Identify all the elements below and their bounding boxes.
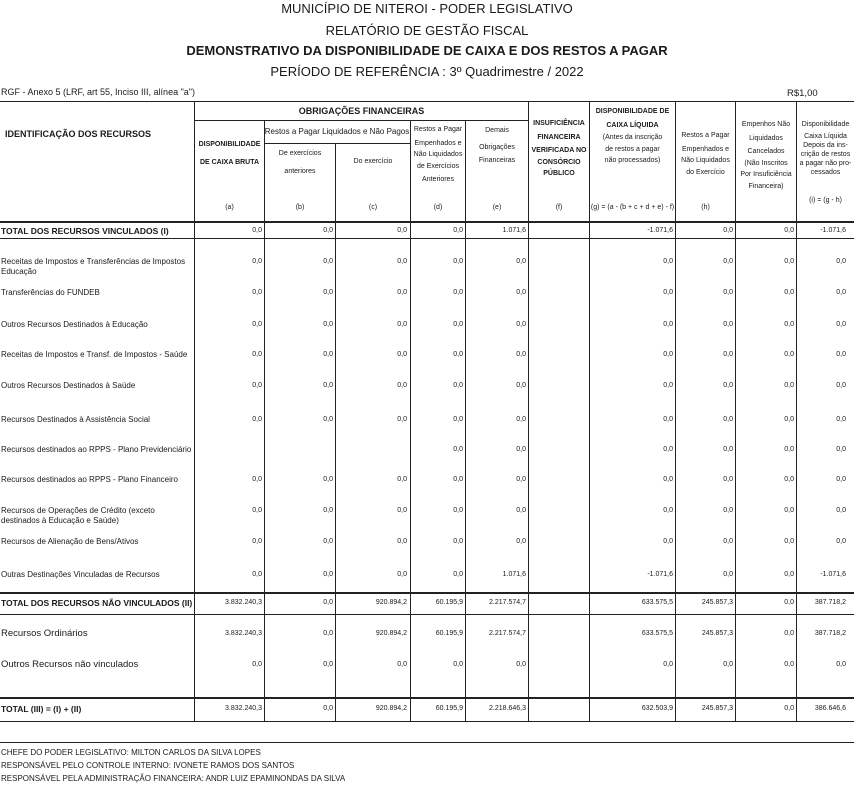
- cell-emp: 0,0: [784, 507, 794, 514]
- cell-g: 0,0: [663, 351, 673, 358]
- cell-e: 0,0: [516, 476, 526, 483]
- cell-emp: 0,0: [784, 630, 794, 637]
- table-bottom-border: [0, 742, 854, 743]
- col-b-line2: anteriores: [284, 167, 316, 175]
- cell-i: 0,0: [836, 538, 846, 545]
- cell-i: 0,0: [836, 351, 846, 358]
- reference-period: PERÍODO DE REFERÊNCIA : 3º Quadrimestre / 2022: [270, 64, 584, 79]
- cell-i: 0,0: [836, 661, 846, 668]
- cell-emp: 0,0: [784, 351, 794, 358]
- cell-c: 0,0: [397, 507, 407, 514]
- cell-a: 0,0: [252, 289, 262, 296]
- cell-h: 0,0: [723, 321, 733, 328]
- cell-c: 0,0: [397, 258, 407, 265]
- col-emp-line6: Financeira): [748, 182, 784, 190]
- col-header-identificacao: IDENTIFICAÇÃO DOS RECURSOS: [5, 129, 152, 139]
- cell-h: 245.857,3: [701, 705, 733, 712]
- cell-c: 0,0: [397, 476, 407, 483]
- cell-b: 0,0: [323, 416, 333, 423]
- row-label: Outros Recursos Destinados à Saúde: [1, 381, 136, 390]
- cell-a: 3.832.240,3: [225, 705, 262, 712]
- currency-unit: R$1,00: [787, 88, 818, 99]
- cell-h: 0,0: [723, 538, 733, 545]
- cell-i: 0,0: [836, 382, 846, 389]
- cell-g: 632.503,9: [641, 705, 673, 712]
- row-divider-5: [0, 721, 854, 722]
- cell-c: 0,0: [397, 321, 407, 328]
- row-label: Recursos de Alienação de Bens/Ativos: [1, 537, 139, 546]
- col-i-line6: cessados: [810, 169, 841, 176]
- cell-h: 0,0: [723, 289, 733, 296]
- cell-c: 0,0: [397, 382, 407, 389]
- header-bottom-border: [0, 221, 854, 223]
- cell-i: 0,0: [836, 321, 846, 328]
- cell-d: 60.195,9: [435, 630, 463, 637]
- col-letter-f: (f): [555, 204, 563, 211]
- col-border-emp: [735, 101, 736, 722]
- cell-b: 0,0: [323, 705, 333, 712]
- cell-h: 0,0: [723, 416, 733, 423]
- cell-c: 0,0: [397, 416, 407, 423]
- cell-a: 0,0: [252, 382, 262, 389]
- cell-d: 60.195,9: [435, 705, 463, 712]
- col-letter-i: (i) = (g - h): [809, 197, 842, 204]
- col-e-line2: Obrigações: [479, 143, 515, 151]
- col-letter-a: (a): [225, 204, 234, 211]
- col-border-g: [589, 101, 590, 722]
- row-label: Recursos destinados ao RPPS - Plano Financeiro: [1, 475, 178, 484]
- col-border-h: [675, 101, 676, 722]
- cell-emp: 0,0: [784, 571, 794, 578]
- cell-d: 0,0: [453, 227, 463, 234]
- row-label: Outros Recursos não vinculados: [1, 659, 139, 670]
- cell-a: 0,0: [252, 321, 262, 328]
- cell-i: 0,0: [836, 258, 846, 265]
- col-emp-line1: Empenhos Não: [741, 121, 791, 128]
- cell-c: 0,0: [397, 571, 407, 578]
- col-header-c: Do exercício: [353, 158, 393, 165]
- cell-d: 0,0: [453, 476, 463, 483]
- cell-e: 2.217.574,7: [489, 599, 526, 606]
- cell-a: 0,0: [252, 571, 262, 578]
- cell-b: 0,0: [323, 321, 333, 328]
- cell-d: 0,0: [453, 507, 463, 514]
- col-header-g: [590, 107, 675, 166]
- row-label: Outros Recursos Destinados à Educação: [1, 320, 148, 329]
- col-emp-line4: (Não Inscritos: [744, 159, 788, 167]
- cell-h: 0,0: [723, 351, 733, 358]
- col-a-line2: DE CAIXA BRUTA: [199, 158, 260, 166]
- statement-title: DEMONSTRATIVO DA DISPONIBILIDADE DE CAIXA E DOS RESTOS A PAGAR: [186, 43, 668, 58]
- cell-e: 1.071,6: [502, 227, 526, 234]
- cell-a: 0,0: [252, 227, 262, 234]
- cell-c: 0,0: [397, 351, 407, 358]
- cell-a: 0,0: [252, 476, 262, 483]
- cell-c: 0,0: [397, 227, 407, 234]
- col-letter-e: (e): [492, 204, 502, 211]
- row-label-total-geral: TOTAL (III) = (I) + (II): [1, 704, 82, 714]
- footer-admin-financeira: RESPONSÁVEL PELA ADMINISTRAÇÃO FINANCEIRA: ANDR LUIZ EPAMINONDAS DA SILVA: [1, 774, 346, 783]
- cell-a: 0,0: [252, 538, 262, 545]
- col-g-line2: CAIXA LÍQUIDA: [606, 121, 659, 129]
- cell-i: 0,0: [836, 416, 846, 423]
- row-label: Recursos Ordinários: [1, 628, 88, 639]
- col-d-line1: Restos a Pagar: [413, 126, 463, 133]
- col-d-line5: Anteriores: [422, 176, 454, 183]
- cell-g: 0,0: [663, 476, 673, 483]
- cell-g: 0,0: [663, 258, 673, 265]
- col-border-i: [796, 101, 797, 722]
- cell-b: 0,0: [323, 289, 333, 296]
- cell-d: 0,0: [453, 661, 463, 668]
- col-e-line1: Demais: [485, 127, 509, 134]
- cell-e: 0,0: [516, 507, 526, 514]
- col-d-line3: Não Liquidados: [413, 151, 463, 158]
- cell-emp: 0,0: [784, 538, 794, 545]
- col-header-b: [265, 149, 335, 176]
- cell-emp: 0,0: [784, 289, 794, 296]
- cell-b: 0,0: [323, 599, 333, 606]
- cell-h: 0,0: [723, 446, 733, 453]
- row-label: Receitas de Impostos e Transferências de Impostos Educação: [1, 257, 186, 276]
- cell-e: 0,0: [516, 289, 526, 296]
- cell-g: 633.575,5: [641, 630, 673, 637]
- cell-g: -1.071,6: [647, 571, 673, 578]
- cell-e: 0,0: [516, 416, 526, 423]
- municipality-title: MUNICÍPIO DE NITEROI - PODER LEGISLATIVO: [281, 1, 573, 16]
- cell-b: 0,0: [323, 630, 333, 637]
- cell-d: 0,0: [453, 289, 463, 296]
- col-f-line1: INSUFICIÊNCIA: [533, 120, 585, 127]
- col-letter-g: (g) = (a - (b + c + d + e) - f): [590, 204, 675, 211]
- cell-b: 0,0: [323, 351, 333, 358]
- cell-h: 0,0: [723, 507, 733, 514]
- col-h-line3: Não Liquidados: [681, 157, 730, 164]
- col-e-line3: Financeiras: [478, 157, 516, 164]
- cell-i: -1.071,6: [820, 571, 846, 578]
- col-b-line1: De exercícios: [278, 150, 322, 157]
- cell-a: 3.832.240,3: [225, 630, 262, 637]
- col-i-line4: crição de restos: [800, 151, 851, 158]
- cell-g: 0,0: [663, 661, 673, 668]
- cell-c: 0,0: [397, 661, 407, 668]
- cell-i: 0,0: [836, 446, 846, 453]
- cell-e: 1.071,6: [502, 571, 526, 578]
- col-a-line1: DISPONIBILIDADE: [198, 141, 261, 148]
- col-header-i: [797, 120, 854, 177]
- col-h-line2: Empenhados e: [681, 145, 730, 153]
- cell-g: 0,0: [663, 321, 673, 328]
- cell-b: 0,0: [323, 661, 333, 668]
- cell-b: 0,0: [323, 227, 333, 234]
- cell-a: 0,0: [252, 258, 262, 265]
- cell-a: 0,0: [252, 416, 262, 423]
- cell-c: 920.894,2: [375, 599, 407, 606]
- col-g-line5: não processados): [604, 157, 661, 164]
- col-header-e: [466, 126, 528, 166]
- col-header-a: [195, 140, 264, 167]
- cell-e: 0,0: [516, 661, 526, 668]
- report-title: RELATÓRIO DE GESTÃO FISCAL: [325, 23, 529, 38]
- cell-d: 0,0: [453, 258, 463, 265]
- annex-reference: RGF - Anexo 5 (LRF, art 55, Inciso III, alínea "a"): [1, 87, 195, 97]
- col-header-h: [676, 131, 735, 177]
- cell-h: 0,0: [723, 476, 733, 483]
- col-i-line5: a pagar não pro-: [799, 160, 852, 167]
- col-g-line3: (Antes da inscrição: [602, 134, 663, 141]
- table-top-border: [0, 101, 854, 102]
- cell-d: 60.195,9: [435, 599, 463, 606]
- cell-c: 0,0: [397, 289, 407, 296]
- cell-emp: 0,0: [784, 476, 794, 483]
- cell-emp: 0,0: [784, 599, 794, 606]
- cell-e: 2.218.646,3: [489, 705, 526, 712]
- cell-emp: 0,0: [784, 382, 794, 389]
- cell-e: 0,0: [516, 321, 526, 328]
- cell-emp: 0,0: [784, 227, 794, 234]
- cell-d: 0,0: [453, 571, 463, 578]
- col-i-line1: Disponibilidade: [801, 121, 850, 128]
- restos-liquidados-divider: [264, 143, 410, 144]
- cell-c: 0,0: [397, 538, 407, 545]
- row-label: Recursos Destinados à Assistência Social: [1, 415, 150, 424]
- cell-d: 0,0: [453, 538, 463, 545]
- cell-a: 0,0: [252, 661, 262, 668]
- row-divider-4: [0, 697, 854, 699]
- cell-g: -1.071,6: [647, 227, 673, 234]
- cell-d: 0,0: [453, 351, 463, 358]
- col-letter-c: (c): [368, 204, 378, 211]
- col-header-f: [529, 119, 589, 179]
- col-i-line3: Depois da ins-: [803, 142, 848, 149]
- row-label: Recursos destinados ao RPPS - Plano Previdenciário: [1, 445, 192, 454]
- footer-controle-interno: RESPONSÁVEL PELO CONTROLE INTERNO: IVONETE RAMOS DOS SANTOS: [1, 761, 295, 770]
- cell-b: 0,0: [323, 258, 333, 265]
- cell-i: 0,0: [836, 289, 846, 296]
- row-divider-3: [0, 614, 854, 615]
- cell-i: 386.646,6: [814, 705, 846, 712]
- row-divider-1: [0, 238, 854, 239]
- cell-g: 0,0: [663, 446, 673, 453]
- col-border-f: [528, 101, 529, 722]
- row-label: Receitas de Impostos e Transf. de Impostos - Saúde: [1, 350, 188, 359]
- col-border-a: [194, 101, 195, 722]
- col-f-line2: FINANCEIRA: [537, 133, 581, 141]
- col-header-empenhos: [736, 120, 796, 191]
- col-h-line1: Restos a Pagar: [681, 132, 730, 139]
- row-label: Transferências do FUNDEB: [1, 288, 100, 297]
- cell-b: 0,0: [323, 382, 333, 389]
- cell-d: 0,0: [453, 321, 463, 328]
- cell-g: 0,0: [663, 507, 673, 514]
- cell-h: 0,0: [723, 382, 733, 389]
- cell-g: 0,0: [663, 382, 673, 389]
- col-emp-line2: Liquidados: [749, 134, 783, 142]
- cell-emp: 0,0: [784, 446, 794, 453]
- row-label: Recursos de Operações de Crédito (exceto destinados à Educação e Saúde): [1, 506, 155, 525]
- cell-e: 0,0: [516, 351, 526, 358]
- cell-e: 0,0: [516, 258, 526, 265]
- cell-e: 0,0: [516, 446, 526, 453]
- cell-emp: 0,0: [784, 661, 794, 668]
- cell-d: 0,0: [453, 446, 463, 453]
- row-label-total-nao-vinculados: TOTAL DOS RECURSOS NÃO VINCULADOS (II): [1, 598, 193, 608]
- row-label: Outras Destinações Vinculadas de Recursos: [1, 570, 160, 579]
- row-divider-2: [0, 592, 854, 594]
- cell-c: 920.894,2: [375, 630, 407, 637]
- col-letter-h: (h): [701, 204, 710, 211]
- col-emp-line3: Cancelados: [747, 148, 785, 155]
- col-letter-b: (b): [295, 204, 305, 211]
- cell-b: 0,0: [323, 476, 333, 483]
- cell-g: 0,0: [663, 289, 673, 296]
- cell-a: 0,0: [252, 507, 262, 514]
- cell-i: -1.071,6: [820, 227, 846, 234]
- col-border-c: [335, 143, 336, 722]
- col-g-line4: de restos a pagar: [605, 145, 660, 153]
- col-f-line3: VERIFICADA NO: [531, 147, 587, 154]
- cell-i: 0,0: [836, 476, 846, 483]
- col-f-line5: PÚBLICO: [543, 170, 575, 177]
- cell-emp: 0,0: [784, 416, 794, 423]
- cell-emp: 0,0: [784, 705, 794, 712]
- col-header-restos-liquidados: Restos a Pagar Liquidados e Não Pagos: [264, 127, 410, 136]
- col-letter-d: (d): [433, 204, 443, 211]
- cell-d: 0,0: [453, 382, 463, 389]
- cell-i: 387.718,2: [814, 630, 846, 637]
- cell-h: 0,0: [723, 227, 733, 234]
- cell-a: 3.832.240,3: [225, 599, 262, 606]
- footer-chefe: CHEFE DO PODER LEGISLATIVO: MILTON CARLOS DA SILVA LOPES: [1, 748, 261, 757]
- cell-h: 245.857,3: [701, 630, 733, 637]
- cell-emp: 0,0: [784, 258, 794, 265]
- cell-b: 0,0: [323, 571, 333, 578]
- col-h-line4: do Exercício: [686, 168, 725, 176]
- col-d-line4: de Exercícios: [416, 162, 460, 170]
- obligations-divider: [194, 120, 528, 121]
- col-g-line1: DISPONIBILIDADE DE: [595, 108, 670, 115]
- cell-c: 920.894,2: [375, 705, 407, 712]
- col-header-obrigacoes: OBRIGAÇÕES FINANCEIRAS: [298, 106, 425, 116]
- cell-i: 0,0: [836, 507, 846, 514]
- cell-h: 245.857,3: [701, 599, 733, 606]
- cell-e: 0,0: [516, 382, 526, 389]
- col-i-line2: Caixa Líquida: [804, 133, 847, 140]
- cell-g: 0,0: [663, 416, 673, 423]
- cell-h: 0,0: [723, 258, 733, 265]
- cell-i: 387.718,2: [814, 599, 846, 606]
- cell-b: 0,0: [323, 538, 333, 545]
- cell-a: 0,0: [252, 351, 262, 358]
- cell-g: 633.575,5: [641, 599, 673, 606]
- cell-b: 0,0: [323, 507, 333, 514]
- cell-g: 0,0: [663, 538, 673, 545]
- cell-emp: 0,0: [784, 321, 794, 328]
- cell-h: 0,0: [723, 661, 733, 668]
- col-emp-line5: Por Insuficiência: [740, 171, 792, 178]
- col-d-line2: Empenhados e: [414, 139, 462, 147]
- col-header-d: [411, 125, 465, 185]
- row-label-total-vinculados: TOTAL DOS RECURSOS VINCULADOS (I): [1, 226, 169, 236]
- cell-h: 0,0: [723, 571, 733, 578]
- cell-e: 2.217.574,7: [489, 630, 526, 637]
- col-f-line4: CONSÓRCIO: [537, 158, 581, 166]
- cell-e: 0,0: [516, 538, 526, 545]
- cell-d: 0,0: [453, 416, 463, 423]
